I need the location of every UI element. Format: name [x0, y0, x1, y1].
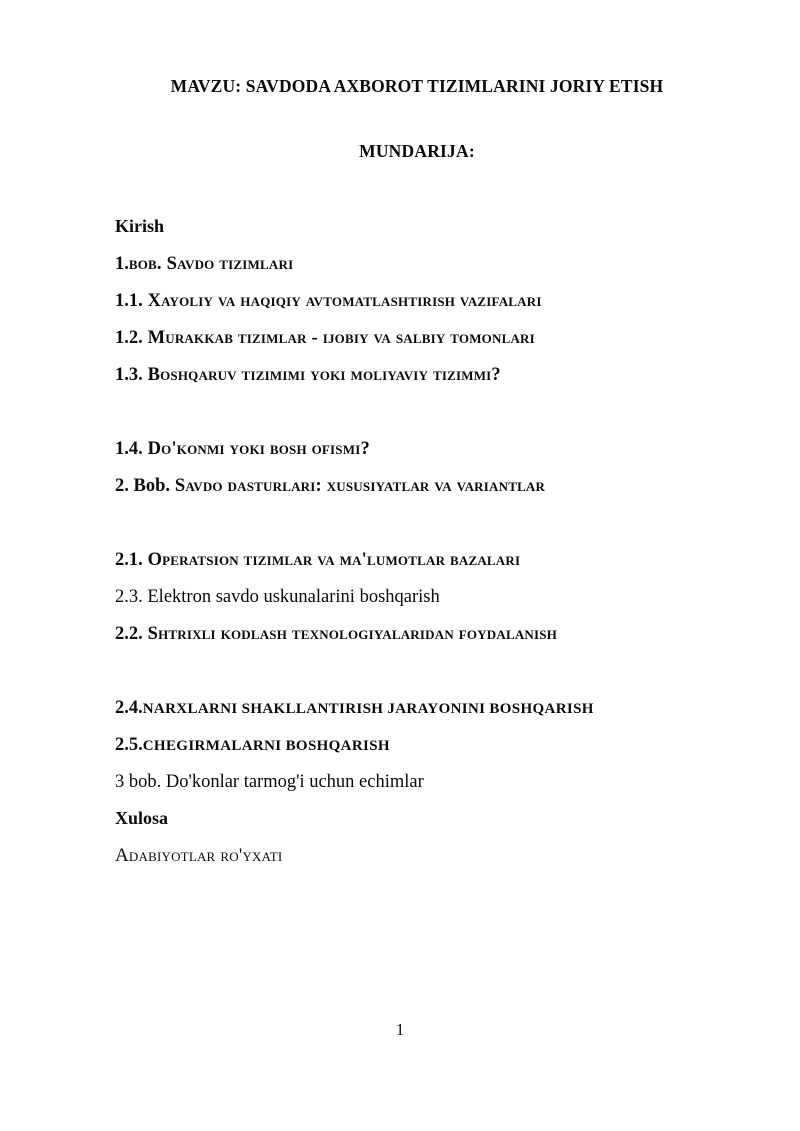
- toc-entry-label: Savdo dasturlari: xususiyatlar va variantlar: [170, 476, 546, 496]
- toc-entry-number: 1.3.: [115, 365, 143, 385]
- toc-entry-label: bob. Savdo tizimlari: [128, 254, 294, 274]
- toc-entry-number: 1.: [115, 254, 129, 274]
- toc-entry-label: NARXLARNI SHAKLLANTIRISH JARAYONINI BOSHQARISH: [142, 701, 594, 717]
- toc-entry[interactable]: [115, 208, 719, 245]
- toc-entry-number: 1.2.: [115, 328, 143, 348]
- toc-entry[interactable]: [115, 541, 719, 578]
- table-of-contents-heading: MUNDARIJA:: [359, 141, 475, 161]
- toc-entry[interactable]: [115, 430, 719, 467]
- toc-entry[interactable]: [115, 467, 719, 504]
- toc-entry[interactable]: [115, 615, 719, 652]
- page-number: 1: [395, 1020, 405, 1039]
- toc-entry-label: CHEGIRMALARNI BOSHQARISH: [142, 738, 390, 754]
- toc-entry-label: 2.3. Elektron savdo uskunalarini boshqarish: [115, 587, 440, 607]
- toc-entry-number: 1.4.: [115, 439, 143, 459]
- toc-entry[interactable]: [115, 763, 719, 800]
- toc-entry-number: 2.1.: [115, 550, 143, 570]
- toc-entry-label: Adabiyotlar ro'yxati: [115, 845, 283, 866]
- toc-entry-number: 2.4.: [115, 698, 143, 718]
- toc-entry[interactable]: [115, 689, 719, 726]
- toc-entry-label: Boshqaruv tizimimi yoki moliyaviy tizimmi?: [142, 365, 501, 385]
- toc-entry-label: Operatsion tizimlar va ma'lumotlar bazalari: [142, 550, 521, 570]
- toc-entry-label: Kirish: [115, 216, 165, 236]
- table-of-contents-list: [115, 208, 719, 874]
- toc-entry-label: Murakkab tizimlar - ijobiy va salbiy tomonlari: [142, 328, 535, 348]
- toc-entry[interactable]: [115, 356, 719, 393]
- toc-entry-label: Xulosa: [115, 808, 169, 828]
- toc-entry[interactable]: [115, 726, 719, 763]
- toc-entry-label: Do'konmi yoki bosh ofismi?: [142, 439, 370, 459]
- toc-entry-label: Shtrixli kodlash texnologiyalaridan foydalanish: [142, 624, 558, 644]
- toc-entry-number: 2.2.: [115, 624, 143, 644]
- toc-entry[interactable]: [115, 319, 719, 356]
- toc-entry-number: 1.1.: [115, 291, 143, 311]
- toc-entry[interactable]: [115, 282, 719, 319]
- toc-entry[interactable]: [115, 245, 719, 282]
- toc-entry[interactable]: [115, 800, 719, 837]
- toc-entry-label: Xayoliy va haqiqiy avtomatlashtirish vazifalari: [142, 291, 542, 311]
- document-title: MAVZU: SAVDODA AXBOROT TIZIMLARINI JORIY ETISH: [170, 76, 664, 96]
- toc-entry-number: 2.5.: [115, 735, 143, 755]
- toc-entry[interactable]: [115, 837, 719, 874]
- toc-entry-number: 2. Bob.: [115, 476, 171, 496]
- toc-entry[interactable]: [115, 578, 719, 615]
- toc-entry-label: 3 bob. Do'konlar tarmog'i uchun echimlar: [115, 772, 424, 792]
